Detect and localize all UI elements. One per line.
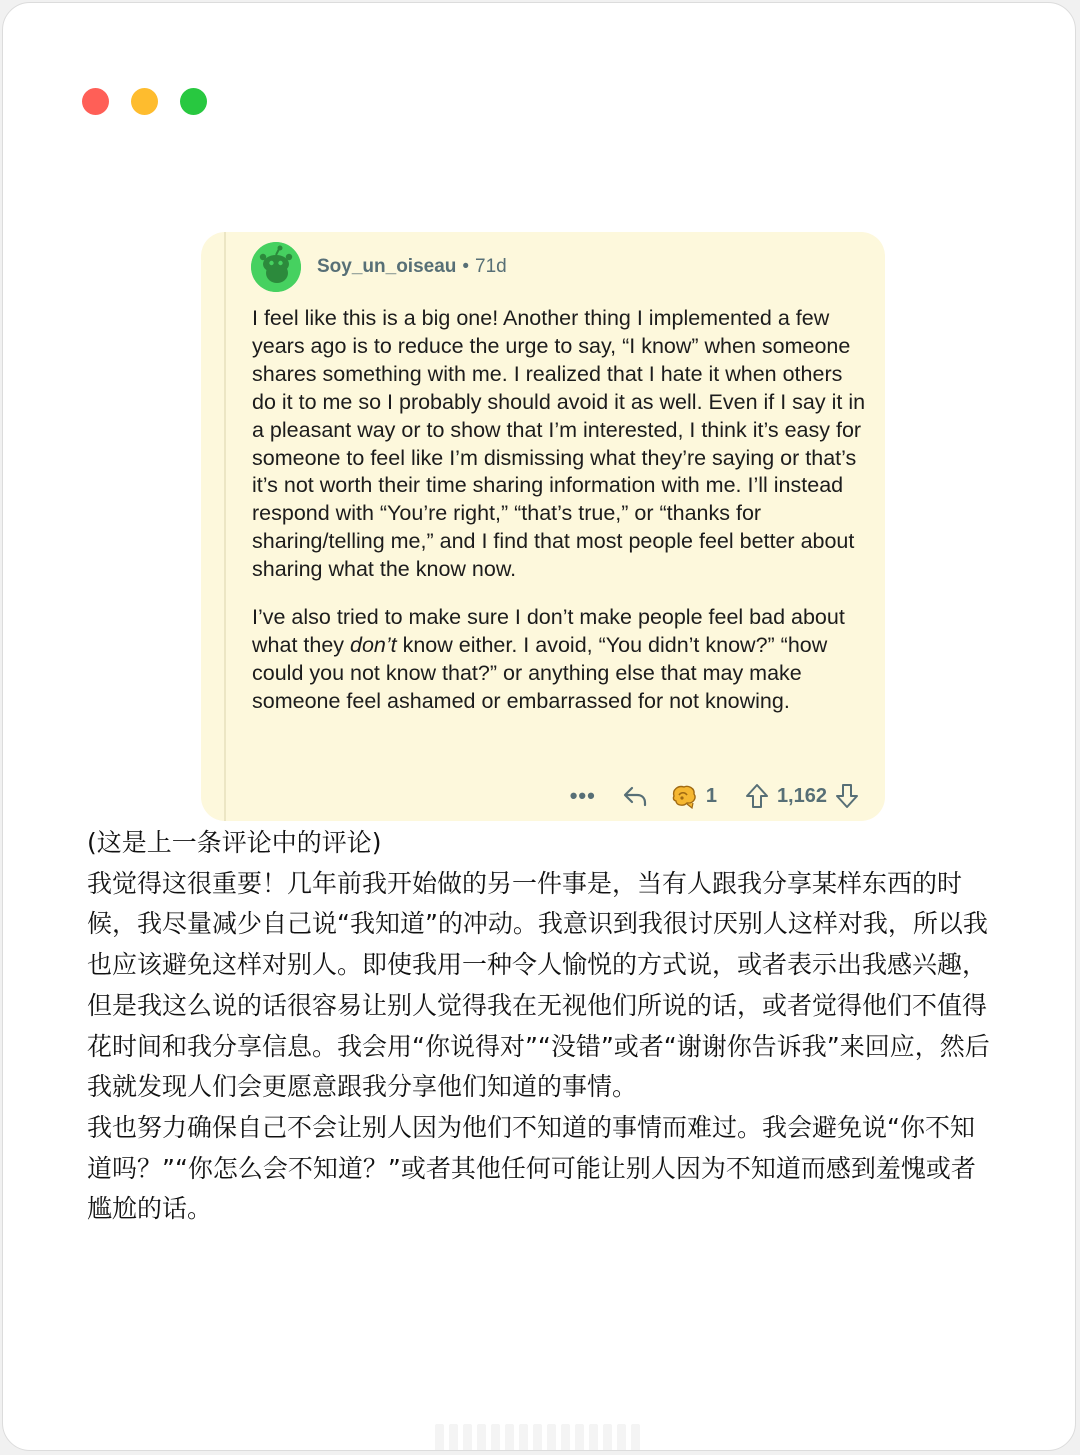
- comment-age[interactable]: 71d: [475, 256, 507, 277]
- vote-count: 1,162: [776, 784, 827, 807]
- reply-arrow-icon: [622, 784, 648, 808]
- watermark-bar: [449, 1424, 458, 1451]
- watermark-bar: [435, 1424, 444, 1451]
- translation-paragraph: 我觉得这很重要！几年前我开始做的另一件事是，当有人跟我分享某样东西的时候，我尽量减少自己说“我知道”的冲动。我意识到我很讨厌别人这样对我，所以我也应该避免这样对别人。即使我用一种令人愉悦的方式说，或者表示出我感兴趣，但是我这么说的话很容易让别人觉得我在无视他们所说的话，或者觉得他们不值得花时间和我分享信息。我会用“你说得对”“没错”或者“谢谢你告诉我”来回应，然后我就发现人们会更愿意跟我分享他们知道的事情。: [87, 868, 990, 1102]
- watermark-bar: [547, 1424, 556, 1451]
- upvote-arrow-icon[interactable]: [745, 783, 769, 809]
- watermark-bar: [533, 1424, 542, 1451]
- watermark-bar: [463, 1424, 472, 1451]
- watermark-bar: [575, 1424, 584, 1451]
- comment-paragraph: I feel like this is a big one! Another thing I implemented a few years ago is to reduce the urge to say, “I know” when someone shares something with me. I realized that I hate it when others do it to me so I probably should avoid it as well. Even if I say it in a pleasant way or to show that I’m interested, I think it’s easy for someone to feel like I’m dismissing what they’re saying or that’s it’s not worth their time sharing information with me. I’ll instead respond with “You’re right,” “that’s true,” or “thanks for sharing/telling me,” and I find that most people feel better about sharing what the know now.: [252, 306, 866, 582]
- image-watermark-strip: [435, 1424, 640, 1451]
- minimize-window-button[interactable]: [131, 88, 158, 115]
- watermark-bar: [561, 1424, 570, 1451]
- comment-emphasis: don’t: [350, 632, 397, 657]
- award-button[interactable]: [670, 783, 717, 809]
- comment-text: I’ve also tried to make sure I don’t make people feel bad about what they: [252, 605, 845, 657]
- comment-text: know either. I avoid, “You didn’t know?” “how could you not know that?” or anything else that may make someone feel ashamed or embarrassed for not knowing.: [252, 632, 828, 713]
- comment-meta: [317, 256, 507, 278]
- reply-button[interactable]: [622, 784, 648, 808]
- comment-actions: [570, 782, 859, 810]
- meta-separator: •: [462, 256, 470, 277]
- downvote-arrow-icon[interactable]: [835, 783, 859, 809]
- translation-note: (这是上一条评论中的评论): [87, 828, 382, 857]
- watermark-bar: [631, 1424, 640, 1451]
- avatar[interactable]: [251, 242, 301, 292]
- award-count: 1: [705, 784, 717, 807]
- comment-body: [252, 305, 872, 716]
- thread-line[interactable]: [224, 232, 226, 821]
- vote-controls: [745, 783, 859, 809]
- watermark-bar: [617, 1424, 626, 1451]
- reddit-snoo-avatar-icon: [251, 242, 301, 292]
- comment-username[interactable]: Soy_un_oiseau: [317, 256, 457, 277]
- screenshot-frame: [2, 2, 1076, 1451]
- award-icon: [670, 783, 698, 809]
- watermark-bar: [505, 1424, 514, 1451]
- close-window-button[interactable]: [82, 88, 109, 115]
- window-controls: [82, 88, 207, 115]
- comment-paragraph: [252, 604, 872, 716]
- more-options-button[interactable]: •••: [569, 783, 596, 808]
- watermark-bar: [491, 1424, 500, 1451]
- watermark-bar: [589, 1424, 598, 1451]
- chinese-translation: [87, 823, 999, 1230]
- watermark-bar: [519, 1424, 528, 1451]
- zoom-window-button[interactable]: [180, 88, 207, 115]
- watermark-bar: [477, 1424, 486, 1451]
- reddit-comment-card: [201, 232, 885, 821]
- translation-paragraph: 我也努力确保自己不会让别人因为他们不知道的事情而难过。我会避免说“你不知道吗？”“你怎么会不知道？”或者其他任何可能让别人因为不知道而感到羞愧或者尴尬的话。: [87, 1112, 976, 1224]
- watermark-bar: [603, 1424, 612, 1451]
